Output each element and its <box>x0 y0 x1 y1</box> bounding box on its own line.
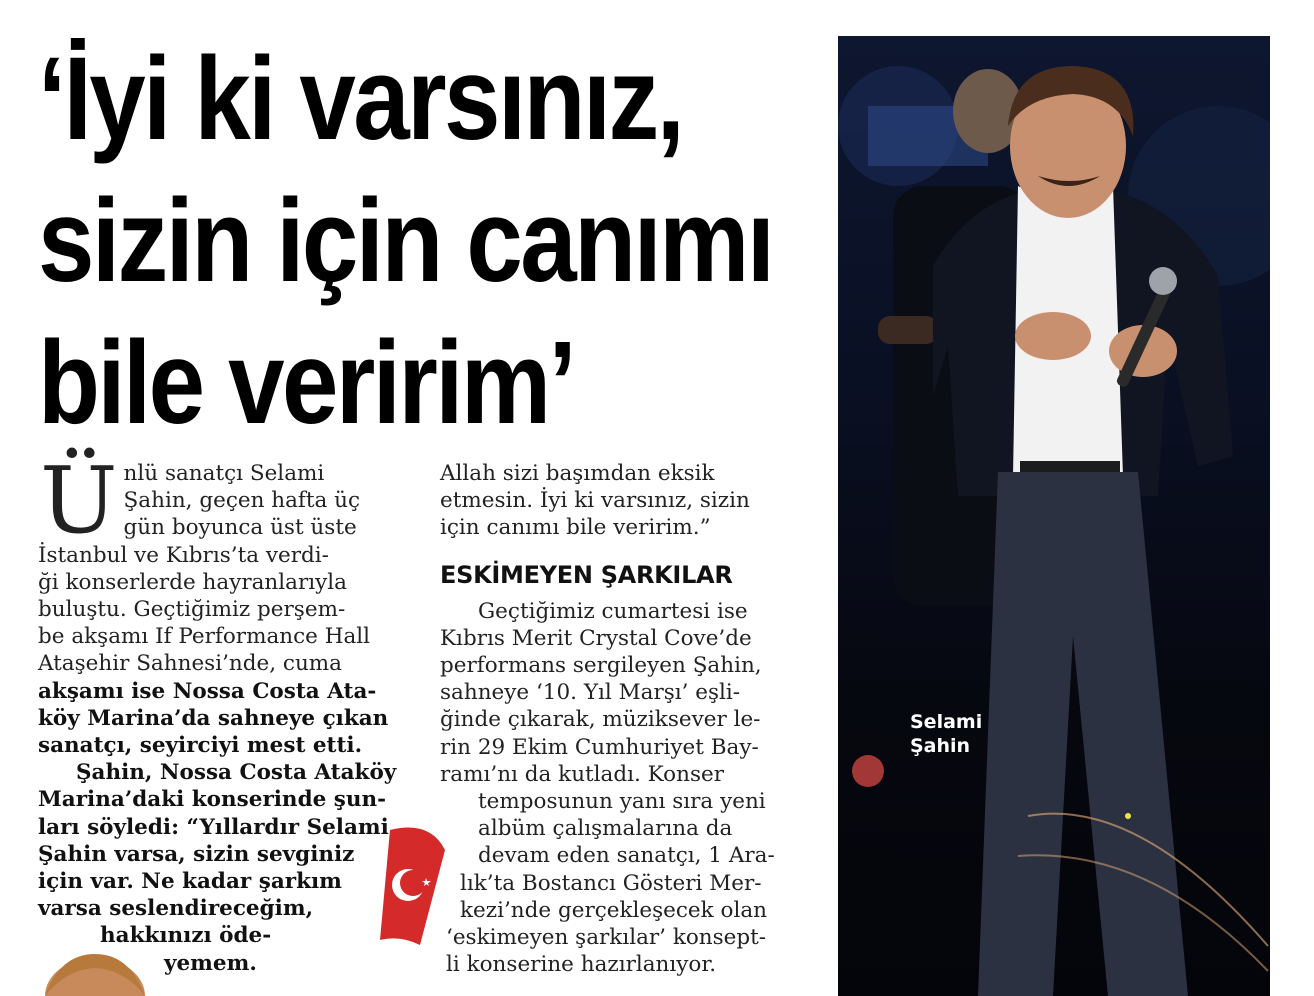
article-column-2: Allah sizi başımdan eksik etmesin. İyi ki varsınız, sizin için canımı bile veririm.” ESKİMEYEN ŞARKILAR Geçtiğimiz cumartesi ise Kıbrıs Merit Crystal Cove’de performans sergileyen Şahin, sahneye ‘10. Yıl Marşı’ eşli- ğinde çıkarak, müziksever le- rin 29 Ekim Cumhuriyet Bay- ramı’nı da kutladı. Konser temposunun yanı sıra yeni albüm çalışmalarına da devam eden sanatçı, 1 Ara- lık’ta Bostancı Gösteri Mer- kezi’nde gerçekleşecek olan ‘eskimeyen şarkılar’ konsept- li konserine hazırlanıyor. <box>440 460 810 978</box>
headline <box>38 28 829 454</box>
article-column-1 <box>38 447 410 977</box>
headline-line-3: bile veririm’ <box>38 317 575 449</box>
fan-face-image <box>40 950 150 996</box>
column1-para1: nlü sanatçı Selami Şahin, geçen hafta üç gün boyunca üst üste İstanbul ve Kıbrıs’ta verdi- ği konserlerde hayranlarıyla buluştu. Geçtiğimiz perşem- be akşamı If Performance Hall Ataşehir Sahnesi’nde, cuma <box>38 461 371 677</box>
column1-bold-text: akşamı ise Nossa Costa Ata- köy Marina’da sahneye çıkan sanatçı, seyirciyi mest etti. Şahin, Nossa Costa Ataköy Marina’daki konserinde şun- ları söyledi: “Yıllardır Selami Şahin varsa, sizin sevginiz için var. Ne kadar şarkım varsa seslendireceğim, hakkınızı öde- yemem. <box>38 678 397 976</box>
photo-caption: Selami Şahin <box>910 711 983 757</box>
concert-photo <box>838 36 1270 996</box>
headline-line-2: sizin için canımı <box>38 170 829 312</box>
turkish-flag-icon <box>360 820 460 950</box>
subheading: ESKİMEYEN ŞARKILAR <box>440 560 733 589</box>
drop-cap: Ü <box>40 447 118 554</box>
singer-illustration <box>838 36 1270 996</box>
headline-line-1: ‘İyi ki varsınız, <box>38 33 683 165</box>
